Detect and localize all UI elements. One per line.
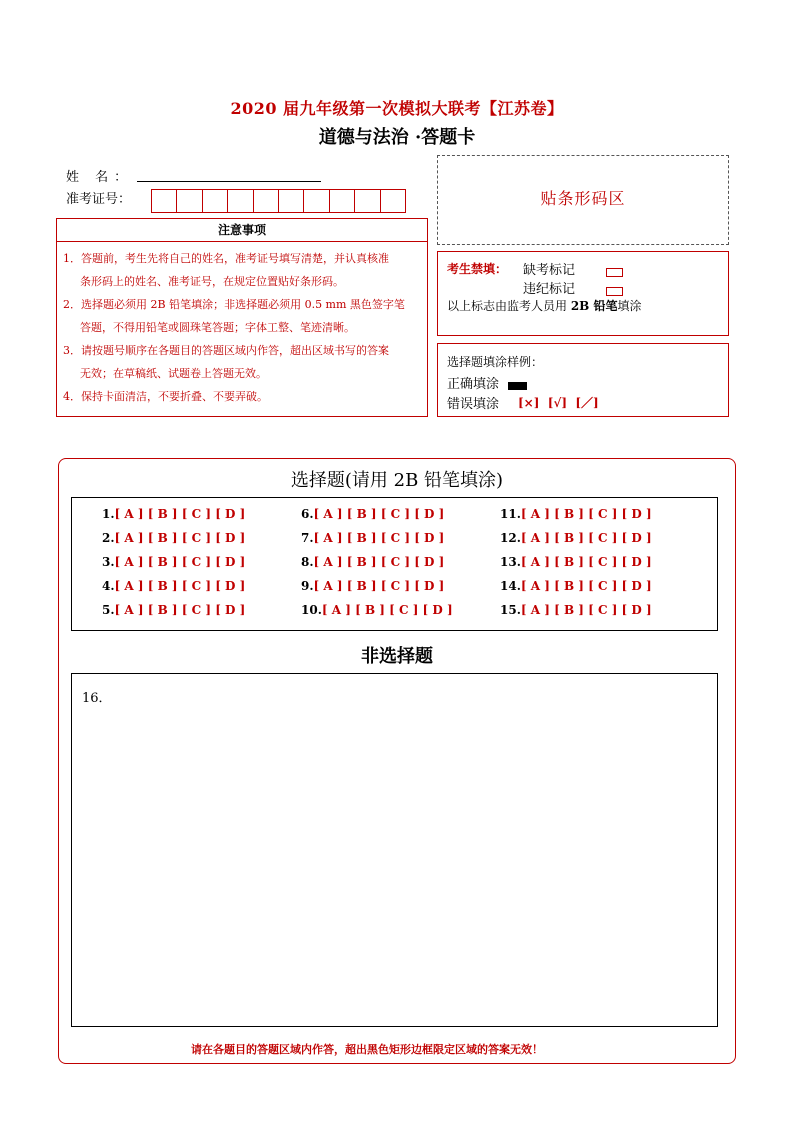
notice-item-4: 4．保持卡面清洁，不要折叠、不要弄破。 xyxy=(63,390,268,403)
choice-question[interactable] xyxy=(301,531,444,545)
notice-item-2-cont: 答题，不得用铅笔或圆珠笔答题；字体工整、笔迹清晰。 xyxy=(80,321,355,334)
notice-item-2: 2．选择题必须用 2B 铅笔填涂；非选择题必须用 0.5 mm 黑色签字笔 xyxy=(63,298,405,311)
choice-question[interactable] xyxy=(102,579,245,593)
name-label: 姓 名： xyxy=(66,170,134,185)
exam-id-digit-box[interactable] xyxy=(253,189,279,213)
choice-options[interactable]: [ A ] [ B ] [ C ] [ D ] xyxy=(114,555,246,569)
question-number: 11. xyxy=(500,507,521,521)
exam-id-digit-box[interactable] xyxy=(329,189,355,213)
proctor-note xyxy=(447,297,642,314)
question-number: 6. xyxy=(301,507,314,521)
question-number: 3. xyxy=(102,555,115,569)
question-number: 15. xyxy=(500,603,521,617)
choice-question[interactable] xyxy=(500,579,652,593)
choice-question[interactable] xyxy=(102,507,245,521)
exam-id-label: 准考证号： xyxy=(66,192,132,207)
choice-options[interactable]: [ A ] [ B ] [ C ] [ D ] xyxy=(520,507,652,521)
choice-question[interactable] xyxy=(301,555,444,569)
notice-item-1: 1．答题前，考生先将自己的姓名，准考证号填写清楚，并认真核准 xyxy=(63,252,389,265)
choice-question[interactable] xyxy=(301,579,444,593)
question-number: 8. xyxy=(301,555,314,569)
fill-example-area xyxy=(437,343,729,417)
choice-options[interactable]: [ A ] [ B ] [ C ] [ D ] xyxy=(313,507,445,521)
non-choice-section-title: 非选择题 xyxy=(361,646,433,667)
question-number: 4. xyxy=(102,579,115,593)
question-number: 9. xyxy=(301,579,314,593)
notice-body xyxy=(56,242,428,417)
choice-options[interactable]: [ A ] [ B ] [ C ] [ D ] xyxy=(114,603,246,617)
exam-id-digit-box[interactable] xyxy=(278,189,304,213)
exam-id-digit-box[interactable] xyxy=(151,189,177,213)
wrong-fill-label: 错误填涂 xyxy=(447,397,500,412)
choice-question[interactable] xyxy=(301,507,444,521)
exam-id-digit-box[interactable] xyxy=(380,189,406,213)
choice-options[interactable]: [ A ] [ B ] [ C ] [ D ] xyxy=(520,555,652,569)
exam-id-digit-box[interactable] xyxy=(202,189,228,213)
footer-warning: 请在各题目的答题区域内作答，超出黑色矩形边框限定区域的答案无效！ xyxy=(191,1043,543,1056)
choice-question[interactable] xyxy=(500,531,652,545)
choice-options[interactable]: [ A ] [ B ] [ C ] [ D ] xyxy=(520,531,652,545)
question-number: 7. xyxy=(301,531,314,545)
choice-question[interactable] xyxy=(102,555,245,569)
question-number: 2. xyxy=(102,531,115,545)
choice-question[interactable] xyxy=(102,603,245,617)
question-number: 12. xyxy=(500,531,521,545)
barcode-area: 贴条形码区 xyxy=(437,155,729,245)
fill-example-title: 选择题填涂样例： xyxy=(447,355,544,369)
correct-fill-label: 正确填涂 xyxy=(447,377,500,392)
absent-mark-label: 缺考标记 xyxy=(523,263,576,278)
proctor-only-area xyxy=(437,251,729,336)
proctor-only-label: 考生禁填： xyxy=(447,262,508,276)
choice-options[interactable]: [ A ] [ B ] [ C ] [ D ] xyxy=(313,531,445,545)
exam-id-digit-box[interactable] xyxy=(354,189,380,213)
notice-item-3-cont: 无效；在草稿纸、试题卷上答题无效。 xyxy=(80,367,267,380)
exam-id-digit-box[interactable] xyxy=(227,189,253,213)
choice-question-box xyxy=(71,497,718,631)
absent-mark-box[interactable] xyxy=(606,262,623,281)
choice-options[interactable]: [ A ] [ B ] [ C ] [ D ] xyxy=(313,555,445,569)
correct-fill-sample xyxy=(508,375,527,394)
question-number: 13. xyxy=(500,555,521,569)
question-16-number: 16． xyxy=(82,691,112,706)
exam-id-boxes[interactable] xyxy=(151,189,405,213)
choice-options[interactable]: [ A ] [ B ] [ C ] [ D ] xyxy=(114,579,246,593)
proctor-note-suffix: 填涂 xyxy=(617,299,642,313)
choice-options[interactable]: [ A ] [ B ] [ C ] [ D ] xyxy=(114,507,246,521)
question-number: 10. xyxy=(301,603,322,617)
choice-question[interactable] xyxy=(102,531,245,545)
choice-options[interactable]: [ A ] [ B ] [ C ] [ D ] xyxy=(114,531,246,545)
question-number: 14. xyxy=(500,579,521,593)
notice-item-1-cont: 条形码上的姓名、准考证号，在规定位置贴好条形码。 xyxy=(80,275,344,288)
notice-heading: 注意事项 xyxy=(56,218,428,242)
exam-id-digit-box[interactable] xyxy=(303,189,329,213)
exam-title: 2020 届九年级第一次模拟大联考【江苏卷】 xyxy=(230,99,564,118)
question-number: 1. xyxy=(102,507,115,521)
choice-question[interactable] xyxy=(500,507,652,521)
answer-box-16[interactable] xyxy=(71,673,718,1027)
question-number: 5. xyxy=(102,603,115,617)
choice-options[interactable]: [ A ] [ B ] [ C ] [ D ] xyxy=(313,579,445,593)
proctor-note-bold: 2B 铅笔 xyxy=(570,299,618,313)
name-field[interactable] xyxy=(137,181,321,182)
choice-options[interactable]: [ A ] [ B ] [ C ] [ D ] xyxy=(520,579,652,593)
wrong-fill-samples: [×] [√] [／] xyxy=(518,396,599,410)
choice-options[interactable]: [ A ] [ B ] [ C ] [ D ] xyxy=(520,603,652,617)
choice-question[interactable] xyxy=(500,603,652,617)
choice-question[interactable] xyxy=(500,555,652,569)
exam-id-digit-box[interactable] xyxy=(176,189,202,213)
violation-mark-label: 违纪标记 xyxy=(523,282,576,297)
choice-options[interactable]: [ A ] [ B ] [ C ] [ D ] xyxy=(321,603,453,617)
choice-section-title: 选择题(请用 2B 铅笔填涂) xyxy=(290,470,504,491)
answer-sheet-title: 道德与法治 ·答题卡 xyxy=(318,127,476,148)
proctor-note-prefix: 以上标志由监考人员用 xyxy=(447,299,571,313)
notice-item-3: 3．请按题号顺序在各题目的答题区域内作答，超出区域书写的答案 xyxy=(63,344,389,357)
choice-question[interactable] xyxy=(301,603,453,617)
